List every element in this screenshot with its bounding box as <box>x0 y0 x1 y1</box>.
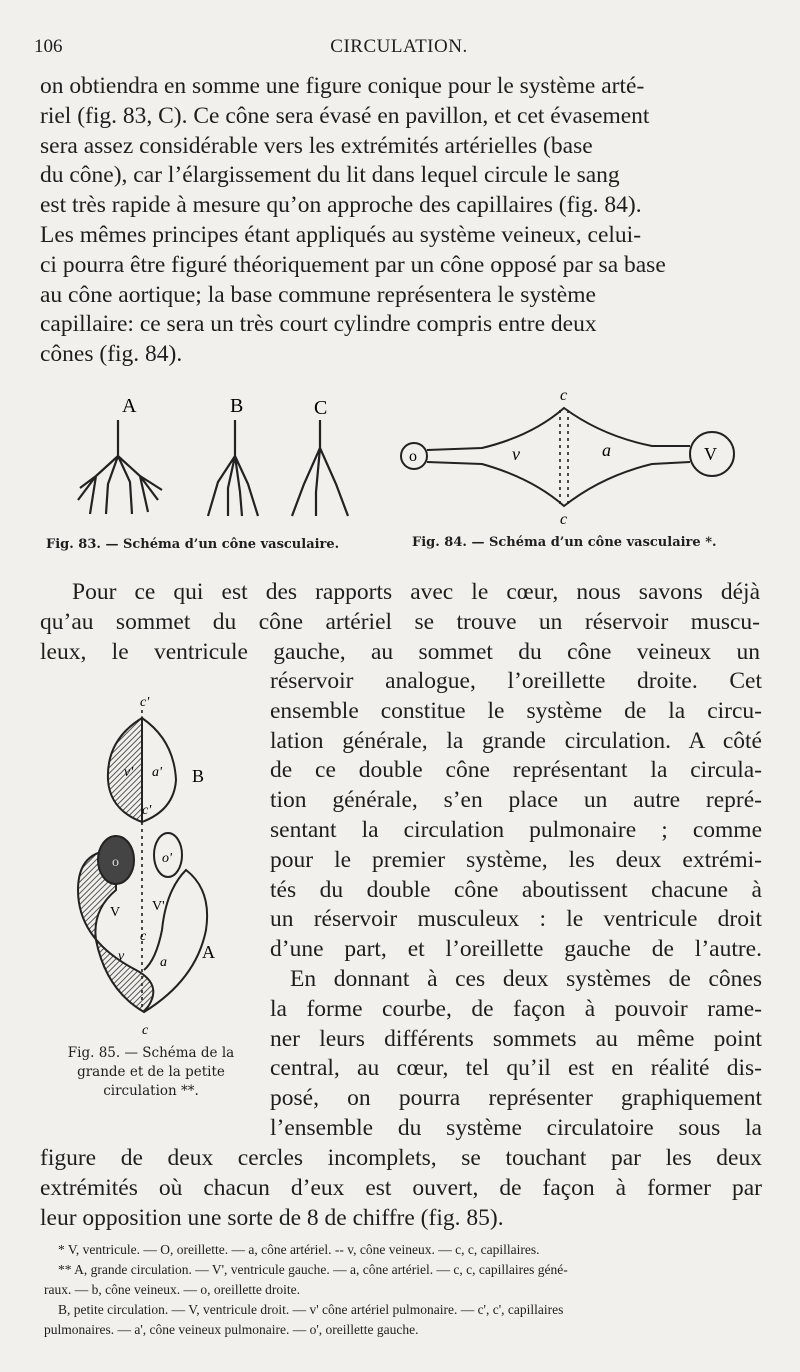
fig84-label-v-upper: V <box>704 444 717 464</box>
fig84-label-v: v <box>512 444 520 464</box>
text-line: extrémités où chacun d’eux est ouvert, de façon à former par <box>40 1174 762 1201</box>
fig83-caption: Fig. 83. — Schéma d’un cône vasculaire. <box>46 537 340 552</box>
text-line: ensemble constitue le système de la circu- <box>270 697 762 724</box>
running-head: CIRCULATION. <box>330 36 468 57</box>
fig85-label-c-prime-top: c' <box>140 695 150 710</box>
fig85-label-a-prime: a' <box>152 765 162 780</box>
final-paragraph-lines <box>40 1144 762 1233</box>
text-line: qu’au sommet du cône artériel se trouve un réservoir muscu- <box>40 608 760 635</box>
fig85-label-v-prime: v' <box>124 765 134 780</box>
fig84-label-c-top: c <box>560 387 568 404</box>
text-line: on obtiendra en somme une figure conique pour le système arté- <box>40 73 645 99</box>
fig84-label-o: o <box>409 448 417 465</box>
fig85-label-v-upper: V <box>110 905 121 920</box>
fig85-label-c-prime-mid: c' <box>142 803 152 818</box>
text-line: au cône aortique; la base commune représentera le système <box>40 281 596 308</box>
fig85-label-a-upper: A <box>202 942 215 962</box>
text-line: sera assez considérable vers les extrémités artérielles (base <box>40 132 593 159</box>
text-line: figure de deux cercles incomplets, se touchant par les deux <box>40 1145 762 1171</box>
text-line: leur opposition une sorte de 8 de chiffre (fig. 85). <box>40 1204 504 1231</box>
footnote: * V, ventricule. — O, oreillette. — a, cône artériel. -- v, cône veineux. — c, c, capillaires. <box>58 1242 540 1257</box>
text-line: Les mêmes principes étant appliqués au système veineux, celui- <box>40 221 642 248</box>
text-line: l’ensemble du système circulatoire sous la <box>270 1114 762 1141</box>
fig83-label-a: A <box>122 395 137 417</box>
footnote: pulmonaires. — a', cône veineux pulmonaire. — o', oreillette gauche. <box>44 1322 419 1337</box>
fig85-label-a: a <box>160 955 167 970</box>
page-number: 106 <box>34 36 63 57</box>
text-line: du cône), car l’élargissement du lit dans lequel circule le sang <box>40 162 620 189</box>
text-line: est très rapide à mesure qu’on approche des capillaires (fig. 84). <box>40 192 642 219</box>
text-line: Pour ce qui est des rapports avec le cœur, nous savons déjà <box>72 579 760 605</box>
text-line: En donnant à ces deux systèmes de cônes <box>290 965 762 992</box>
footnote: ** A, grande circulation. — V', ventricule gauche. — a, cône artériel. — c, c, capillaires géné- <box>58 1262 568 1277</box>
fig85-label-b: B <box>192 766 205 786</box>
fig85-label-o: o <box>112 855 119 870</box>
page-header <box>34 36 764 66</box>
text-line: capillaire: ce sera un très court cylindre compris entre deux <box>40 311 597 338</box>
fig85-label-c-bottom: c <box>142 1023 149 1038</box>
fig85-label-c-mid: c <box>140 929 147 944</box>
footnote: B, petite circulation. — V, ventricule droit. — v' cône artériel pulmonaire. — c', c', capillaires <box>58 1302 564 1317</box>
fig85-label-v-upper-prime: V' <box>152 899 165 914</box>
fig84-label-a: a <box>602 440 611 460</box>
text-line: de ce double cône représentant la circula- <box>270 757 762 784</box>
text-line: la forme courbe, de façon à pouvoir rame- <box>270 995 762 1022</box>
figure-85 <box>56 690 256 1040</box>
fig83-label-b: B <box>230 395 244 417</box>
wrapped-text-column <box>270 667 762 1144</box>
footnote: raux. — b, cône veineux. — o, oreillette droite. <box>44 1282 301 1297</box>
fig83-label-c: C <box>314 397 328 419</box>
text-line: tés du double cône aboutissent chacune à <box>270 876 762 903</box>
text-line: leux, le ventricule gauche, au sommet du cône veineux un <box>40 638 760 665</box>
figure-84 <box>392 386 762 526</box>
text-line: un réservoir musculeux : le ventricule droit <box>270 906 762 933</box>
text-line: ner leurs différents sommets au même point <box>270 1025 762 1052</box>
text-line: riel (fig. 83, C). Ce cône sera évasé en pavillon, et cet évasement <box>40 102 650 129</box>
fig85-caption: Fig. 85. — Schéma de la grande et de la petite circulation **. <box>67 1045 235 1099</box>
fig85-label-v: v <box>118 949 125 964</box>
text-line: d’une part, et l’oreillette gauche de l’autre. <box>270 936 762 963</box>
fig84-label-c-bottom: c <box>560 511 568 526</box>
text-line: lation générale, la grande circulation. A côté <box>270 727 762 754</box>
text-line: central, au cœur, tel qu’il est en réalité dis- <box>270 1055 762 1082</box>
paragraph-heart-relation <box>40 578 760 667</box>
text-line: ci pourra être figuré théoriquement par un cône opposé par sa base <box>40 251 666 278</box>
text-line: tion générale, s’en place un autre repré- <box>270 787 762 814</box>
paragraph-arterial-cone <box>40 72 760 370</box>
text-line: sentant la circulation pulmonaire ; comme <box>270 816 762 843</box>
text-line: posé, on pourra représenter graphiquement <box>270 1085 762 1112</box>
text-line: réservoir analogue, l’oreillette droite. Cet <box>270 668 762 694</box>
text-line: pour le premier système, les deux extrémi- <box>270 846 762 873</box>
fig85-label-o-prime: o' <box>162 851 172 866</box>
fig84-caption: Fig. 84. — Schéma d’un cône vasculaire *. <box>412 535 717 550</box>
text-line: cônes (fig. 84). <box>40 341 183 368</box>
figure-83 <box>70 392 370 528</box>
footnotes <box>44 1240 766 1340</box>
